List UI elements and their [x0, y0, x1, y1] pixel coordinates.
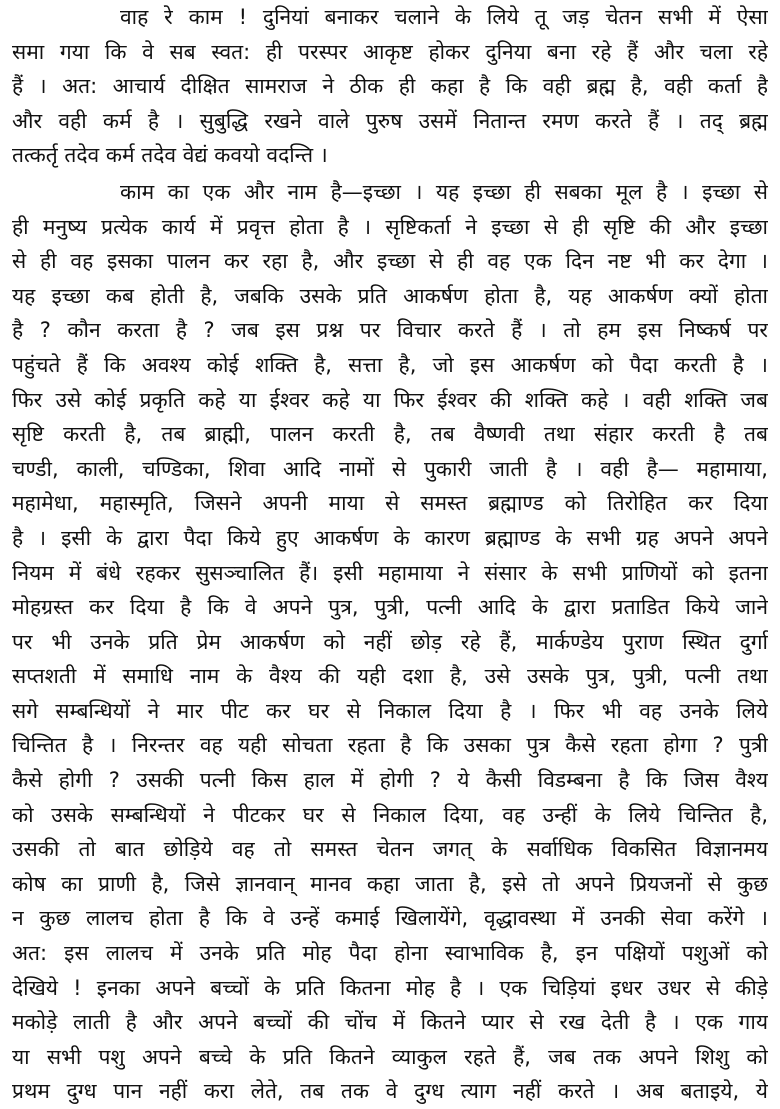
text-line: यह इच्छा कब होती है, जबकि उसके प्रति आकर्षण होता है, यह आकर्षण क्यों होता: [12, 283, 768, 308]
text-line: है । इसी के द्वारा पैदा किये हुए आकर्षण के कारण ब्रह्माण्ड के सभी ग्रह अपने अपने: [12, 525, 768, 550]
text-line: अत: इस लालच में उनके प्रति मोह पैदा होना स्वाभाविक है, इन पक्षियों पशुओं को: [12, 941, 768, 966]
text-line: है ? कौन करता है ? जब इस प्रश्न पर विचार करते हैं । तो हम इस निष्कर्ष पर: [12, 318, 768, 343]
text-line: या सभी पशु अपने बच्चे के प्रति कितने व्याकुल रहते हैं, जब तक अपने शिशु को: [12, 1044, 768, 1069]
text-line: और वही कर्म है । सुबुद्धि रखने वाले पुरुष उसमें नितान्त रमण करते हैं । तद् ब्रह्म: [12, 108, 768, 133]
text-line: मोहग्रस्त कर दिया है कि वे अपने पुत्र, पुत्री, पत्नी आदि के द्वारा प्रताडित किये जाने: [12, 595, 768, 620]
text-line: प्रथम दुग्ध पान नहीं करा लेते, तब तक वे दुग्ध त्याग नहीं करते । अब बताइये, ये: [12, 1079, 768, 1104]
text-line: से ही वह इसका पालन कर रहा है, और इच्छा से ही वह एक दिन नष्ट भी कर देगा ।: [12, 249, 768, 274]
text-line: पहुंचते हैं कि अवश्य कोई शक्ति है, सत्ता है, जो इस आकर्षण को पैदा करती है ।: [12, 352, 768, 377]
text-line: मकोड़े लाती है और अपने बच्चों की चोंच में कितने प्यार से रख देती है । एक गाय: [12, 1010, 768, 1035]
text-line: कोष का प्राणी है, जिसे ज्ञानवान् मानव कहा जाता है, इसे तो अपने प्रियजनों से कुछ: [12, 871, 768, 896]
text-line: सप्तशती में समाधि नाम के वैश्य की यही दशा है, उसे उसके पुत्र, पुत्री, पत्नी तथा: [12, 664, 768, 689]
text-line: चण्डी, काली, चण्डिका, शिवा आदि नामों से पुकारी जाती है । वही है— महामाया,: [12, 456, 768, 481]
text-line: न कुछ लालच होता है कि वे उन्हें कमाई खिलायेंगे, वृद्धावस्था में उनकी सेवा करेंगे ।: [12, 906, 768, 931]
text-line: ही मनुष्य प्रत्येक कार्य में प्रवृत्त होता है । सृष्टिकर्ता ने इच्छा से ही सृष्टि की और इच्छा: [12, 214, 768, 239]
text-line: उसकी तो बात छोड़िये वह तो समस्त चेतन जगत् के सर्वाधिक विकसित विज्ञानमय: [12, 837, 768, 862]
text-line: देखिये ! इनका अपने बच्चों के प्रति कितना मोह है । एक चिड़ियां इधर उधर से कीड़े: [12, 975, 768, 1000]
text-line: महामेधा, महास्मृति, जिसने अपनी माया से समस्त ब्रह्माण्ड को तिरोहित कर दिया: [12, 491, 768, 516]
text-line: समा गया कि वे सब स्वत: ही परस्पर आकृष्ट होकर दुनिया बना रहे हैं और चला रहे: [12, 39, 768, 64]
text-line: को उसके सम्बन्धियों ने पीटकर घर से निकाल दिया, वह उन्हीं के लिये चिन्तित है,: [12, 802, 768, 827]
text-line: हैं । अत: आचार्य दीक्षित सामराज ने ठीक ही कहा है कि वही ब्रह्म है, वही कर्ता है: [12, 74, 768, 99]
paragraph-2: [12, 175, 768, 1109]
text-line: वाह रे काम ! दुनियां बनाकर चलाने के लिये तू जड़ चेतन सभी में ऐसा: [120, 5, 768, 29]
text-line: चिन्तित है । निरन्तर वह यही सोचता रहता है कि उसका पुत्र कैसे रहता होगा ? पुत्री: [12, 733, 768, 758]
text-line: सृष्टि करती है, तब ब्राह्मी, पालन करती है, तब वैष्णवी तथा संहार करती है तब: [12, 422, 768, 447]
text-line: सगे सम्बन्धियों ने मार पीट कर घर से निकाल दिया है । फिर भी वह उनके लिये: [12, 698, 768, 723]
text-line: फिर उसे कोई प्रकृति कहे या ईश्वर कहे या फिर ईश्वर की शक्ति कहे । वही शक्ति जब: [12, 387, 768, 412]
text-line: तत्कर्तृ तदेव कर्म तदेव वेद्यं कवयो वदन्ति ।: [12, 143, 328, 168]
text-line: काम का एक और नाम है—इच्छा । यह इच्छा ही सबका मूल है । इच्छा से: [120, 179, 768, 204]
document-page: [12, 0, 768, 1109]
text-line: नियम में बंधे रहकर सुसञ्चालित हैं। इसी महामाया ने संसार के सभी प्राणियों को इतना: [12, 560, 768, 585]
text-line: पर भी उनके प्रति प्रेम आकर्षण को नहीं छोड़ रहे हैं, मार्कण्डेय पुराण स्थित दुर्गा: [12, 629, 768, 654]
text-line: कैसे होगी ? उसकी पत्नी किस हाल में होगी ? ये कैसी विडम्बना है कि जिस वैश्य: [12, 768, 768, 793]
paragraph-1: [12, 0, 768, 173]
